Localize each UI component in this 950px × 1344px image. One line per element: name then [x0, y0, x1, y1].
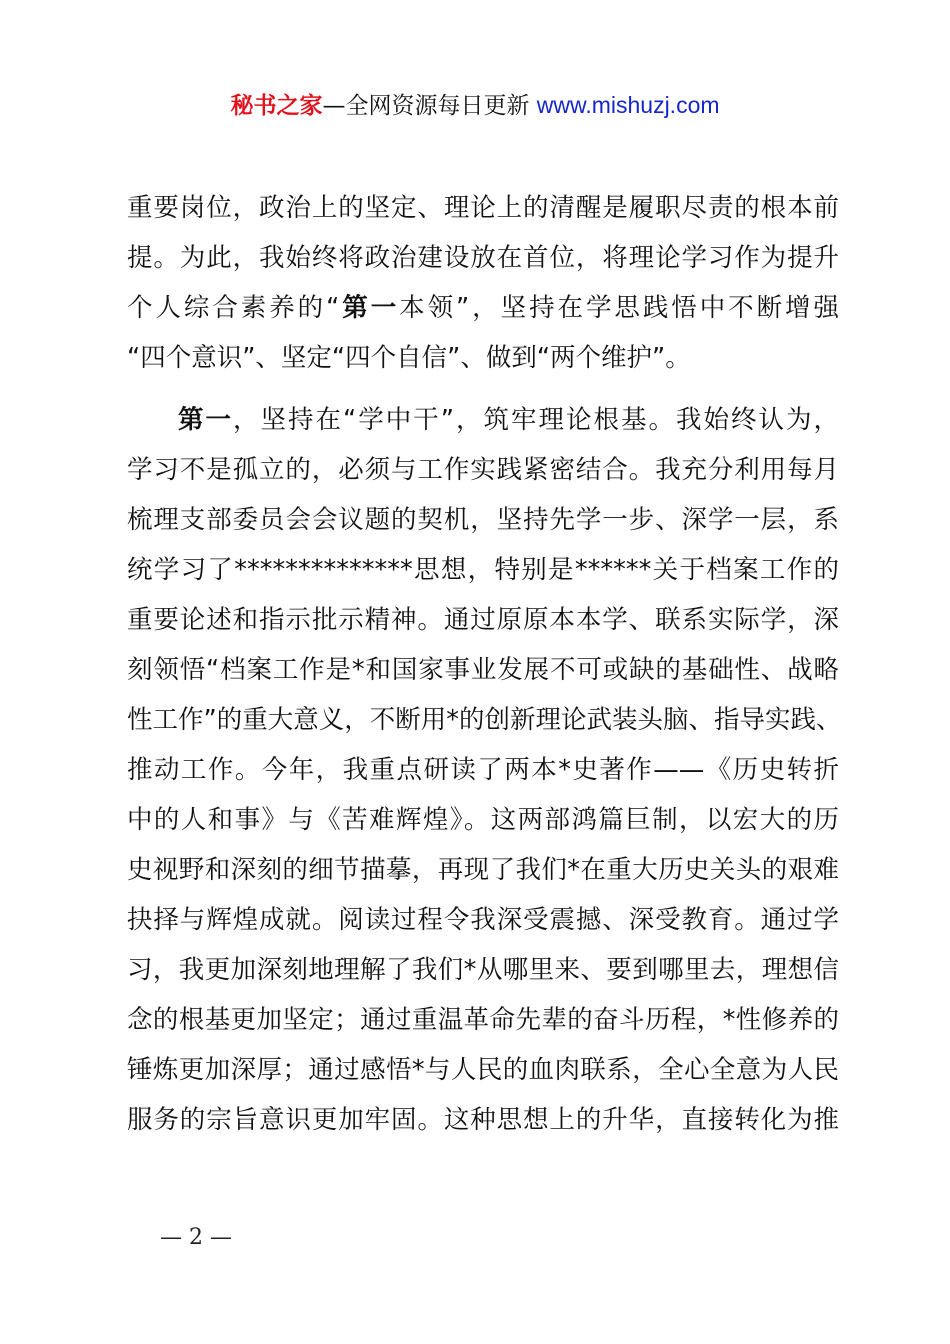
- paragraph-2-line-7: 性工作”的重大意义，不断用*的创新理论武装头脑、指导实践、: [127, 705, 842, 735]
- paragraph-1-line-4: “四个意识”、坚定“四个自信”、做到“两个维护”。: [127, 343, 691, 373]
- paragraph-1-line-3-middle: 本领: [399, 293, 457, 323]
- paragraph-2-lead-text: ，坚持在“学中干”，筑牢理论根基。我始终认为，: [233, 405, 839, 435]
- header-tagline: —全网资源每日更新: [322, 93, 537, 119]
- page-number: — 2 —: [160, 1225, 232, 1250]
- paragraph-1-line-1: 重要岗位，政治上的坚定、理论上的清醒是履职尽责的根本前: [127, 193, 839, 223]
- paragraph-2-line-6: 刻领悟“档案工作是*和国家事业发展不可或缺的基础性、战略: [127, 655, 839, 685]
- paragraph-2-line-1: [127, 395, 839, 445]
- emphasis-first: 第一: [339, 293, 400, 323]
- paragraph-2-line-15: 服务的宗旨意识更加牢固。这种思想上的升华，直接转化为推: [127, 1105, 839, 1135]
- paragraph-1-line-3-suffix: ”，坚持在学思践悟中不断增强: [456, 293, 839, 323]
- document-body: [127, 183, 842, 1145]
- paragraph-2-line-13: 念的根基更加坚定；通过重温革命先辈的奋斗历程，*性修养的: [127, 1005, 839, 1035]
- section-lead-first: 第一: [178, 405, 234, 435]
- paragraph-2-line-2: 学习不是孤立的，必须与工作实践紧密结合。我充分利用每月: [127, 455, 839, 485]
- site-header: [0, 90, 950, 121]
- paragraph-2-line-3: 梳理支部委员会会议题的契机，坚持先学一步、深学一层，系: [127, 505, 839, 535]
- paragraph-2-line-4: 统学习了**************思想，特别是******关于档案工作的: [127, 555, 839, 585]
- paragraph-1-line-3: [127, 283, 839, 333]
- paragraph-2-line-8: 推动工作。今年，我重点研读了两本*史著作——《历史转折: [127, 755, 839, 785]
- paragraph-2-line-14: 锤炼更加深厚；通过感悟*与人民的血肉联系，全心全意为人民: [127, 1055, 839, 1085]
- paragraph-1-line-3-prefix: 个人综合素养的“: [127, 293, 340, 323]
- site-url-link[interactable]: www.mishuzj.com: [536, 92, 720, 118]
- paragraph-gap: [127, 383, 839, 395]
- paragraph-2-line-10: 史视野和深刻的细节描摹，再现了我们*在重大历史关头的艰难: [127, 855, 839, 885]
- paragraph-2-line-5: 重要论述和指示批示精神。通过原原本本学、联系实际学，深: [127, 605, 839, 635]
- paragraph-2-line-11: 抉择与辉煌成就。阅读过程令我深受震撼、深受教育。通过学: [127, 905, 839, 935]
- paragraph-1-line-2: 提。为此，我始终将政治建设放在首位，将理论学习作为提升: [127, 243, 839, 273]
- brand-name: 秘书之家: [230, 93, 323, 119]
- paragraph-2-line-12: 习，我更加深刻地理解了我们*从哪里来、要到哪里去，理想信: [127, 955, 839, 985]
- paragraph-2-line-9: 中的人和事》与《苦难辉煌》。这两部鸿篇巨制，以宏大的历: [127, 805, 839, 835]
